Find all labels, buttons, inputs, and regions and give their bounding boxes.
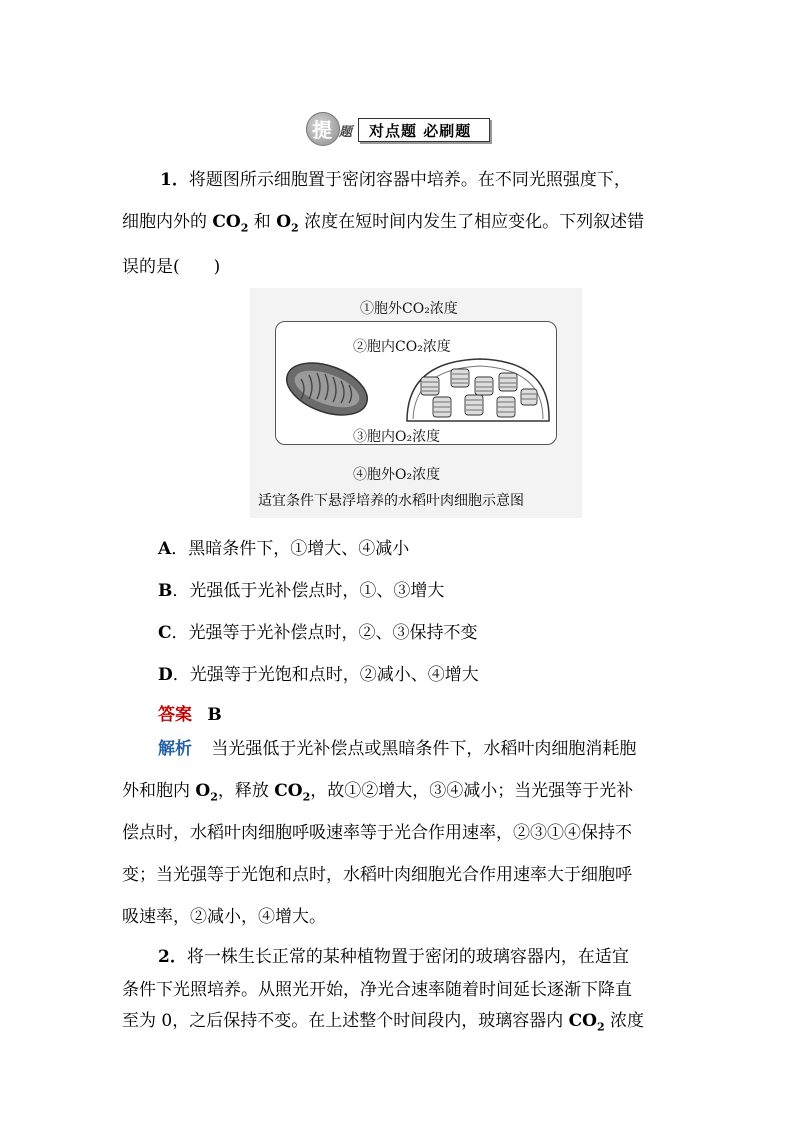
banner-title-box [358,118,490,142]
option-b: B．光强低于光补偿点时，①、③增大 [158,581,445,601]
section-banner [306,110,486,146]
analysis-line1: 解析 当光强低于光补偿点或黑暗条件下，水稻叶肉细胞消耗胞 [158,739,637,759]
label-outer-co2: ①胞外CO₂浓度 [360,301,458,317]
co2-formula: $CO_2$ [212,212,249,235]
q2-number: 2． [158,947,187,967]
figure-caption: 适宜条件下悬浮培养的水稻叶肉细胞示意图 [258,493,524,509]
mitochondrion-icon [280,353,375,425]
answer-line [158,700,222,725]
option-c: C．光强等于光补偿点时，②、③保持不变 [158,623,478,643]
q2-line2: 条件下光照培养。从照光开始，净光合速率随着时间延长逐渐下降直 [122,980,632,1000]
label-outer-o2: ④胞外O₂浓度 [353,467,441,483]
q2-line1: 2．将一株生长正常的某种植物置于密闭的玻璃容器内，在适宜 [158,947,629,967]
option-a: A．黑暗条件下，①增大、④减小 [158,539,410,559]
cell-diagram [250,288,582,518]
logo-suffix: 题 [339,125,353,140]
q1-line1: 1．将题图所示细胞置于密闭容器中培养。在不同光照强度下， [160,170,631,190]
q2-line3: 至为 0，之后保持不变。在上述整个时间段内，玻璃容器内 $CO_2$ 浓度 [122,1011,645,1034]
answer-label: 答案 [158,705,192,725]
banner-title: 对点题 必刷题 [369,122,472,140]
analysis-line3: 偿点时，水稻叶肉细胞呼吸速率等于光合作用速率，②③①④保持不 [122,823,632,843]
analysis-label: 解析 [158,739,192,759]
chloroplast-icon [407,359,549,421]
logo-char: 提 [312,118,332,142]
label-inner-o2: ③胞内O₂浓度 [353,429,441,445]
q1-line2: 细胞内外的 $CO_2$ 和 $O_2$ 浓度在短时间内发生了相应变化。下列叙述错 [122,212,645,235]
analysis-line2: 外和胞内 $O_2$，释放 $CO_2$，故①②增大，③④减小；当光强等于光补 [122,781,634,804]
o2-formula: $O_2$ [276,212,299,235]
answer-value: B [207,705,222,725]
option-d: D．光强等于光饱和点时，②减小、④增大 [158,665,479,685]
q1-line3: 误的是( ) [122,257,221,277]
q1-number: 1． [160,170,189,190]
label-inner-co2: ②胞内CO₂浓度 [353,339,451,355]
analysis-line4: 变；当光强等于光饱和点时，水稻叶肉细胞光合作用速率大于细胞呼 [122,865,632,885]
analysis-line5: 吸速率，②减小，④增大。 [122,907,326,927]
